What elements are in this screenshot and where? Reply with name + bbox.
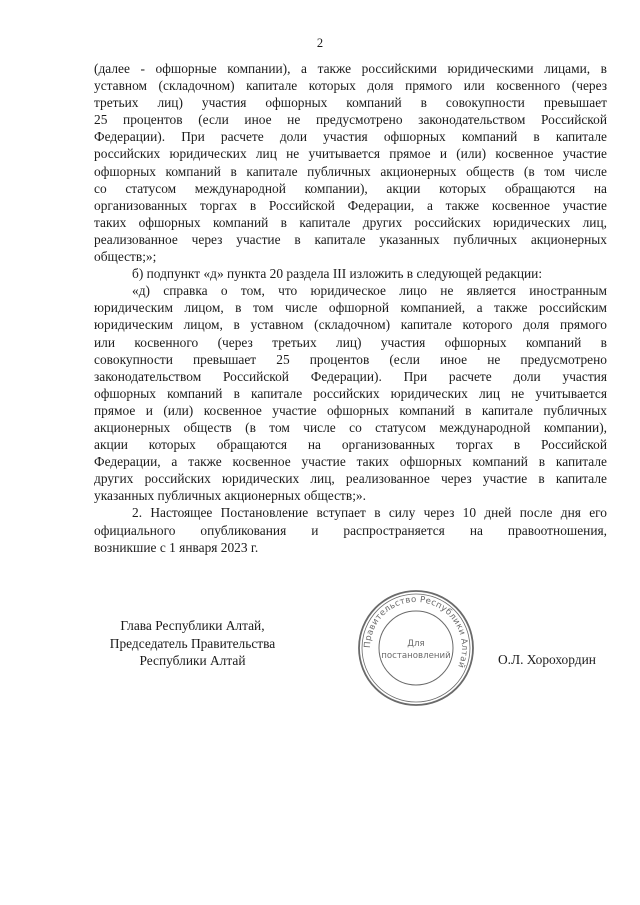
text-line: или косвенного (через третьих лиц) участия офшорных компаний в xyxy=(94,334,607,350)
seal-center-line: Для xyxy=(407,639,425,649)
page-number: 2 xyxy=(316,36,324,50)
document-body xyxy=(94,60,607,556)
text-line: юридическим лицом, в том числе офшорной компанией, а также российским xyxy=(94,300,607,316)
text-line: 2. Настоящее Постановление вступает в силу через 10 дней после дня его xyxy=(132,505,607,521)
text-line: организованных торгах в Российской Федерации, а также косвенное участие xyxy=(94,197,607,213)
signatory-title xyxy=(90,617,295,670)
text-line: третьих лиц) участия офшорных компаний в совокупности превышает xyxy=(94,95,607,111)
text-line: указанных публичных акционерных обществ;». xyxy=(94,488,366,504)
text-line: 25 процентов (если иное не предусмотрено законодательством Российской xyxy=(94,112,607,128)
text-line: б) подпункт «д» пункта 20 раздела III изложить в следующей редакции: xyxy=(132,266,543,282)
text-line: со статусом международной компании), акции которых обращаются на xyxy=(94,180,607,196)
text-line: возникшие с 1 января 2023 г. xyxy=(94,539,259,555)
text-line: таких офшорных компаний в капитале других российских юридических лиц, xyxy=(94,214,607,230)
text-line: Федерации). При расчете доли участия офшорных компаний в капитале xyxy=(94,129,607,145)
text-line: офшорных компаний в капитале публичных акционерных обществ (в том числе xyxy=(94,163,607,179)
text-line: акции которых обращаются на организованных торгах в Российской xyxy=(94,437,607,453)
signatory-title-line: Председатель Правительства xyxy=(109,635,276,651)
seal-center-line: постановлений xyxy=(381,651,451,661)
text-line: других российских юридических лиц, реализованное через участие в капитале xyxy=(94,471,607,487)
text-line: акционерных обществ (в том числе со статусом международной компании), xyxy=(94,419,607,435)
text-line: (далее - офшорные компании), а также российскими юридическими лицами, в xyxy=(94,61,607,76)
text-line: реализованное через участие в капитале указанных публичных акционерных xyxy=(94,231,607,247)
text-line: уставном (складочном) капитале которых доля прямого или косвенного (через xyxy=(94,78,607,94)
text-line: совокупности превышает 25 процентов (если иное не предусмотрено xyxy=(94,351,607,367)
signatory-name: О.Л. Хорохордин xyxy=(498,652,596,667)
text-line: официального опубликования и распространяется на правоотношения, xyxy=(94,522,607,538)
seal-ring-text: Правительство Республики Алтай xyxy=(362,594,470,670)
text-line: офшорных компаний в капитале российских юридических лиц не учитывается xyxy=(94,385,607,401)
text-line: Федерации, а также косвенное участие таких офшорных компаний в капитале xyxy=(94,454,607,470)
text-line: «д) справка о том, что юридическое лицо не является иностранным xyxy=(132,283,607,299)
text-line: законодательством Российской Федерации). При расчете доли участия xyxy=(94,368,607,384)
text-line: российских юридических лиц не учитывается прямое и (или) косвенное участие xyxy=(94,146,607,162)
text-line: юридическим лицом, в уставном (складочном) капитале которого доля прямого xyxy=(94,317,607,333)
official-seal xyxy=(356,588,476,708)
text-line: обществ;»; xyxy=(94,249,157,265)
signatory-title-line: Глава Республики Алтай, xyxy=(120,618,265,633)
text-line: прямое и (или) косвенное участие офшорных компаний в капитале публичных xyxy=(94,402,607,418)
signatory-title-line: Республики Алтай xyxy=(139,653,246,668)
